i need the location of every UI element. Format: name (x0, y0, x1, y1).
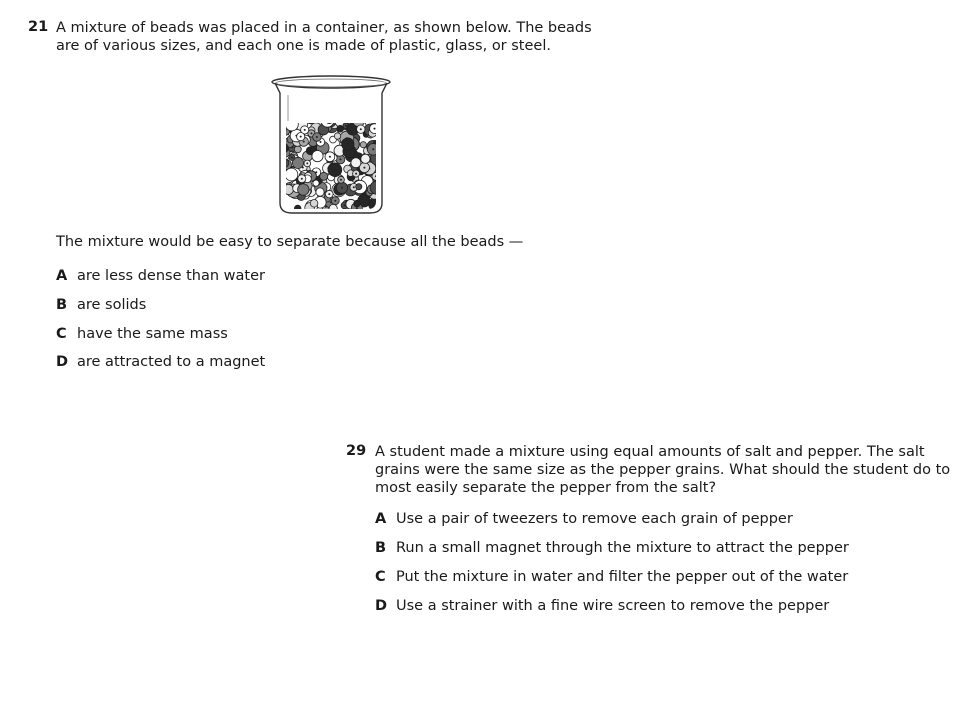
question-stem: A student made a mixture using equal amounts of salt and pepper. The salt grains were the same size as the pepper grains. What should the student do to most easily separate the pepper from the salt? (375, 444, 951, 496)
bead-hole (360, 128, 362, 130)
bead-hole (303, 141, 305, 143)
bead-hole (291, 157, 293, 159)
option-letter: A (56, 268, 68, 284)
bead-hole (304, 129, 306, 131)
bead-hole (328, 119, 330, 121)
bead-hole (375, 175, 377, 177)
bead-hole (331, 121, 333, 123)
bead-hole (344, 204, 346, 206)
bead-hole (334, 169, 336, 171)
bead-hole (355, 173, 357, 175)
option-letter: B (56, 297, 68, 313)
bead (316, 188, 324, 196)
bead-hole (341, 187, 343, 189)
bead-hole (326, 120, 328, 122)
option-letter: C (56, 326, 67, 342)
bead (373, 116, 380, 123)
option-text: are less dense than water (77, 268, 265, 284)
bead (360, 142, 366, 148)
bead (337, 125, 344, 132)
bead-hole (301, 178, 303, 180)
option-letter: D (375, 598, 388, 614)
bead (298, 184, 309, 195)
bead-hole (328, 193, 330, 195)
answer-option-a[interactable] (56, 268, 265, 284)
bead (306, 114, 316, 124)
bead (280, 144, 289, 153)
bead (351, 158, 361, 168)
option-text: Use a strainer with a fine wire screen to remove the pepper (396, 598, 830, 614)
bead (356, 184, 362, 190)
beads-group (279, 114, 384, 214)
answer-option-c[interactable] (375, 569, 848, 585)
bead (342, 117, 348, 123)
option-letter: B (375, 540, 387, 556)
bead (294, 114, 305, 125)
question-number: 21 (28, 19, 49, 35)
bead-hole (347, 143, 349, 145)
bead-hole (306, 162, 308, 164)
bead-hole (377, 119, 379, 121)
bead-hole (331, 209, 333, 211)
option-letter: C (375, 569, 386, 585)
bead (294, 205, 301, 212)
bead-hole (316, 136, 318, 138)
bead (353, 114, 365, 126)
answer-option-b[interactable] (375, 540, 849, 556)
beaker-of-beads-image (266, 73, 396, 219)
bead (320, 172, 328, 180)
bead (375, 117, 381, 123)
answer-option-b[interactable] (56, 297, 146, 313)
option-text: Use a pair of tweezers to remove each grain of pepper (396, 511, 793, 527)
option-letter: D (56, 354, 69, 370)
question-number: 29 (346, 443, 367, 459)
bead-hole (363, 167, 365, 169)
bead (285, 168, 298, 181)
bead-hole (293, 120, 295, 122)
bead-hole (356, 207, 358, 209)
bead (361, 154, 370, 163)
question-stem: A mixture of beads was placed in a container, as shown below. The beads are of various sizes, and each one is made of plastic, glass, or steel. (56, 20, 592, 54)
option-text: are solids (77, 297, 147, 313)
bead-hole (374, 203, 376, 205)
bead (294, 146, 301, 153)
bead (285, 118, 298, 131)
option-text: are attracted to a magnet (77, 354, 266, 370)
bead-hole (283, 147, 285, 149)
bead-hole (284, 130, 286, 132)
question-21 (28, 19, 628, 379)
bead-hole (375, 119, 377, 121)
bead (312, 151, 323, 162)
bead-hole (376, 157, 378, 159)
option-letter: A (375, 511, 387, 527)
bead-hole (334, 200, 336, 202)
answer-option-d[interactable] (375, 598, 829, 614)
bead-hole (340, 179, 342, 181)
bead (354, 200, 361, 207)
bead (334, 133, 340, 139)
bead (310, 200, 318, 208)
bead (329, 204, 337, 212)
answer-option-a[interactable] (375, 511, 793, 527)
bead-hole (329, 156, 331, 158)
bead-hole (300, 136, 302, 138)
bead-hole (372, 148, 374, 150)
option-text: Run a small magnet through the mixture to attract the pepper (396, 540, 849, 556)
option-text: Put the mixture in water and filter the pepper out of the water (396, 569, 849, 585)
bead-hole (310, 132, 312, 134)
bead-hole (353, 186, 355, 188)
bead-hole (330, 121, 332, 123)
bead (326, 116, 333, 123)
bead (313, 180, 319, 186)
answer-option-c[interactable] (56, 326, 228, 342)
bead-hole (286, 121, 288, 123)
bead (283, 185, 293, 195)
question-lead-in: The mixture would be easy to separate because all the beads — (56, 234, 524, 250)
bead-hole (374, 128, 376, 130)
answer-option-d[interactable] (56, 354, 265, 370)
bead (321, 114, 334, 127)
bead-hole (339, 158, 341, 160)
bead (280, 159, 289, 168)
question-29 (346, 443, 951, 623)
option-text: have the same mass (77, 326, 228, 342)
bead-hole (358, 120, 360, 122)
bead (370, 115, 379, 124)
bead-hole (345, 125, 347, 127)
bead-hole (320, 141, 322, 143)
